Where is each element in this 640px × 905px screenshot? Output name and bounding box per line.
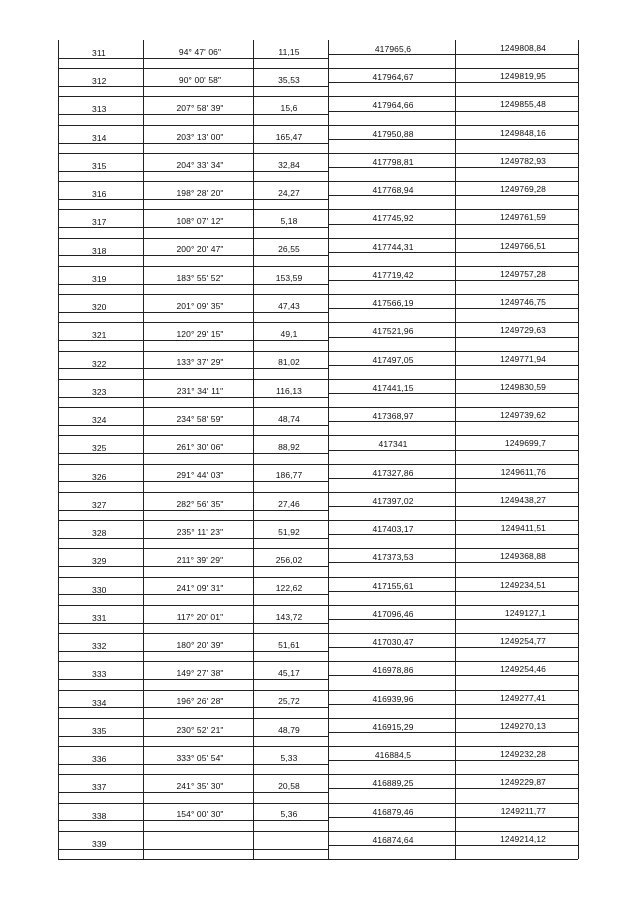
coordinate-x: 416889,25: [372, 778, 414, 788]
table-row-border: [58, 68, 578, 69]
direction-angle: 201° 09' 35": [176, 301, 224, 311]
table-row-border: [58, 803, 578, 804]
table-row-border: [328, 167, 578, 168]
segment-distance: 165,47: [275, 132, 303, 142]
table-row-border: [58, 690, 578, 691]
table-row-border: [58, 114, 328, 115]
table-row-border: [58, 633, 578, 634]
table-row-border: [58, 86, 328, 87]
direction-angle: 282° 56' 35": [176, 499, 224, 509]
point-number: 315: [92, 161, 107, 171]
segment-distance: 11,15: [278, 47, 300, 57]
coordinate-y: 1249254,77: [500, 636, 546, 646]
table-row-border: [328, 675, 578, 676]
direction-angle: 200° 20' 47": [176, 244, 224, 254]
point-number: 337: [92, 782, 107, 792]
segment-distance: 153,59: [275, 273, 303, 283]
direction-angle: 120° 29' 15": [176, 329, 224, 339]
table-row-border: [328, 534, 578, 535]
table-row-border: [58, 96, 578, 97]
segment-distance: 20,58: [278, 781, 300, 791]
table-row-border: [328, 647, 578, 648]
coordinate-x: 417768,94: [372, 185, 414, 195]
point-number: 338: [92, 811, 107, 821]
table-row-border: [58, 227, 328, 228]
coordinate-x: 416879,46: [372, 807, 414, 817]
direction-angle: 108° 07' 12": [176, 216, 224, 226]
coordinate-x: 417327,86: [372, 468, 414, 478]
table-row-border: [58, 322, 578, 323]
table-column-border: [578, 40, 579, 859]
direction-angle: 154° 00' 30": [176, 809, 224, 819]
point-number: 317: [92, 217, 107, 227]
table-row-border: [58, 171, 328, 172]
table-row-border: [58, 764, 328, 765]
coordinate-y: 1249211,77: [500, 806, 546, 816]
table-row-border: [58, 238, 578, 239]
table-row-border: [58, 651, 328, 652]
coordinate-x: 417441,15: [372, 383, 414, 393]
coordinate-y: 1249368,88: [500, 551, 546, 561]
point-number: 324: [92, 415, 107, 425]
table-row-border: [328, 82, 578, 83]
table-row-border: [328, 224, 578, 225]
table-row-border: [58, 266, 578, 267]
coordinate-y: 1249232,28: [500, 749, 546, 759]
segment-distance: 5,33: [280, 753, 298, 763]
table-row-border: [58, 774, 578, 775]
table-row-border: [328, 450, 578, 451]
point-number: 333: [92, 669, 107, 679]
direction-angle: 183° 55' 52": [176, 273, 224, 283]
point-number: 321: [92, 330, 107, 340]
direction-angle: 291° 44' 03": [176, 470, 224, 480]
coordinate-y: 1249739,62: [500, 410, 546, 420]
point-number: 335: [92, 726, 107, 736]
segment-distance: 51,61: [278, 640, 300, 650]
table-row-border: [328, 337, 578, 338]
table-row-border: [58, 143, 328, 144]
coordinate-y: 1249438,27: [500, 495, 546, 505]
table-row-border: [58, 351, 578, 352]
table-row-border: [58, 831, 578, 832]
direction-angle: 207° 58' 39": [176, 103, 224, 113]
table-row-border: [58, 425, 328, 426]
table-row-border: [58, 181, 578, 182]
coordinate-y: 1249766,51: [500, 241, 546, 251]
coordinate-x: 417745,92: [372, 213, 414, 223]
direction-angle: 133° 37' 29": [176, 357, 224, 367]
coordinate-y: 1249214,12: [500, 834, 546, 844]
point-number: 313: [92, 104, 107, 114]
coordinate-x: 417096,46: [372, 609, 414, 619]
segment-distance: 45,17: [278, 668, 300, 678]
table-row-border: [328, 111, 578, 112]
segment-distance: 256,02: [275, 555, 303, 565]
table-row-border: [58, 510, 328, 511]
segment-distance: 35,53: [278, 75, 300, 85]
direction-angle: 204° 33' 34": [176, 160, 224, 170]
table-row-border: [328, 280, 578, 281]
table-row-border: [58, 577, 578, 578]
table-row-border: [58, 58, 328, 59]
segment-distance: 81,02: [278, 357, 300, 367]
coordinate-y: 1249769,28: [500, 184, 546, 194]
table-row-border: [328, 704, 578, 705]
table-row-border: [58, 849, 328, 850]
table-row-border: [58, 718, 578, 719]
coordinate-y: 1249277,41: [500, 693, 546, 703]
coordinate-x: 417403,17: [372, 524, 414, 534]
table-row-border: [58, 605, 578, 606]
coordinate-x: 417341: [378, 439, 408, 449]
table-row-border: [58, 453, 328, 454]
coordinate-x: 417964,67: [372, 72, 414, 82]
table-row-border: [58, 746, 578, 747]
direction-angle: 231° 34' 11": [176, 386, 224, 396]
point-number: 327: [92, 500, 107, 510]
table-row-border: [58, 623, 328, 624]
segment-distance: 5,36: [280, 809, 298, 819]
coordinate-x: 417368,97: [372, 411, 414, 421]
coordinate-x: 417373,53: [372, 552, 414, 562]
direction-angle: 90° 00' 58": [178, 75, 222, 85]
coordinate-y: 1249729,63: [500, 325, 546, 335]
table-row-border: [58, 340, 328, 341]
coordinate-y: 1249699,7: [504, 438, 546, 448]
point-number: 326: [92, 472, 107, 482]
table-row-border: [58, 125, 578, 126]
direction-angle: 203° 13' 00": [176, 132, 224, 142]
table-row-border: [58, 379, 578, 380]
table-row-border: [328, 562, 578, 563]
table-row-border: [328, 619, 578, 620]
table-row-border: [58, 736, 328, 737]
coordinate-y: 1249848,16: [500, 128, 546, 138]
segment-distance: 51,92: [278, 527, 300, 537]
segment-distance: 15,6: [280, 103, 298, 113]
segment-distance: 25,72: [278, 696, 300, 706]
direction-angle: 196° 26' 28": [176, 696, 224, 706]
segment-distance: 116,13: [276, 386, 302, 396]
direction-angle: 241° 09' 31": [176, 583, 224, 593]
direction-angle: 149° 27' 38": [176, 668, 224, 678]
coordinate-y: 1249127,1: [504, 608, 546, 618]
coordinate-y: 1249855,48: [500, 99, 546, 109]
point-number: 339: [92, 839, 107, 849]
table-row-border: [58, 679, 328, 680]
coordinate-x: 416915,29: [372, 722, 414, 732]
segment-distance: 27,46: [278, 499, 300, 509]
segment-distance: 49,1: [280, 329, 298, 339]
coordinate-y: 1249782,93: [500, 156, 546, 166]
segment-distance: 88,92: [278, 442, 300, 452]
segment-distance: 32,84: [278, 160, 300, 170]
table-row-border: [328, 788, 578, 789]
segment-distance: 47,43: [278, 301, 300, 311]
table-row-border: [58, 294, 578, 295]
table-row-border: [58, 492, 578, 493]
table-row-border: [58, 209, 578, 210]
coordinate-x: 416939,96: [372, 694, 414, 704]
table-row-border: [58, 792, 328, 793]
segment-distance: 122,62: [275, 583, 303, 593]
direction-angle: 261° 30' 06": [176, 442, 224, 452]
table-row-border: [58, 284, 328, 285]
table-row-border: [328, 308, 578, 309]
table-row-border: [58, 566, 328, 567]
coordinate-x: 417964,66: [372, 100, 414, 110]
table-row-border: [58, 407, 578, 408]
coordinate-y: 1249757,28: [500, 269, 546, 279]
point-number: 322: [92, 359, 107, 369]
segment-distance: 186,77: [275, 470, 303, 480]
point-number: 314: [92, 133, 107, 143]
direction-angle: 180° 20' 39": [176, 640, 224, 650]
table-row-border: [328, 760, 578, 761]
coordinate-y: 1249270,13: [500, 721, 546, 731]
coordinate-y: 1249808,84: [500, 43, 546, 53]
coordinate-x: 417798,81: [372, 157, 414, 167]
segment-distance: 5,18: [280, 216, 298, 226]
coordinate-y: 1249830,59: [500, 382, 546, 392]
table-row-border: [58, 435, 578, 436]
table-row-border: [328, 421, 578, 422]
coordinate-x: 417744,31: [372, 242, 414, 252]
coordinate-x: 416884,5: [374, 750, 412, 760]
coordinate-y: 1249611,76: [500, 467, 546, 477]
table-row-border: [58, 397, 328, 398]
direction-angle: 234° 58' 59": [176, 414, 224, 424]
table-row-border: [328, 478, 578, 479]
coordinate-y: 1249819,95: [500, 71, 546, 81]
coordinate-y: 1249771,94: [500, 354, 546, 364]
coordinate-x: 417497,05: [372, 355, 414, 365]
coordinate-x: 417030,47: [372, 637, 414, 647]
table-row-border: [328, 732, 578, 733]
segment-distance: 24,27: [278, 188, 300, 198]
table-row-border: [328, 365, 578, 366]
point-number: 330: [92, 585, 107, 595]
direction-angle: 230° 52' 21": [176, 725, 224, 735]
coordinate-x: 417521,96: [372, 326, 414, 336]
segment-distance: 48,79: [278, 725, 300, 735]
table-row-border: [58, 153, 578, 154]
table-row-border: [58, 312, 328, 313]
point-number: 325: [92, 443, 107, 453]
coordinate-y: 1249411,51: [500, 523, 546, 533]
table-row-border: [328, 195, 578, 196]
direction-angle: 117° 20' 01": [176, 612, 224, 622]
coordinate-x: 417719,42: [372, 270, 414, 280]
direction-angle: 94° 47' 06": [178, 47, 222, 57]
table-row-border: [58, 548, 578, 549]
coordinate-y: 1249746,75: [500, 297, 546, 307]
table-row-border: [58, 859, 578, 860]
table-row-border: [58, 538, 328, 539]
coordinate-x: 417950,88: [372, 129, 414, 139]
point-number: 319: [92, 274, 107, 284]
point-number: 336: [92, 754, 107, 764]
table-row-border: [58, 464, 578, 465]
point-number: 320: [92, 302, 107, 312]
segment-distance: 26,55: [278, 244, 300, 254]
coordinate-x: 417566,19: [372, 298, 414, 308]
direction-angle: 333° 05' 54": [176, 753, 224, 763]
table-row-border: [58, 199, 328, 200]
point-number: 323: [92, 387, 107, 397]
table-row-border: [328, 506, 578, 507]
table-row-border: [328, 139, 578, 140]
point-number: 328: [92, 528, 107, 538]
direction-angle: 198° 28' 20": [176, 188, 224, 198]
coordinate-y: 1249761,59: [500, 212, 546, 222]
point-number: 332: [92, 641, 107, 651]
coordinate-x: 417397,02: [372, 496, 414, 506]
point-number: 318: [92, 246, 107, 256]
point-number: 334: [92, 698, 107, 708]
table-row-border: [58, 520, 578, 521]
coordinate-x: 417155,61: [372, 581, 414, 591]
table-row-border: [328, 54, 578, 55]
table-row-border: [328, 817, 578, 818]
coordinate-x: 417965,6: [374, 44, 412, 54]
direction-angle: 211° 39' 29": [176, 555, 224, 565]
segment-distance: 143,72: [275, 612, 303, 622]
coordinate-y: 1249229,87: [500, 777, 546, 787]
direction-angle: 241° 35' 30": [176, 781, 224, 791]
coordinate-x: 416874,64: [372, 835, 414, 845]
point-number: 312: [92, 76, 107, 86]
point-number: 331: [92, 613, 107, 623]
segment-distance: 48,74: [278, 414, 300, 424]
point-number: 316: [92, 189, 107, 199]
table-row-border: [58, 661, 578, 662]
coordinate-y: 1249254,46: [500, 664, 546, 674]
table-row-border: [328, 845, 578, 846]
direction-angle: 235° 11' 23": [176, 527, 224, 537]
table-row-border: [328, 591, 578, 592]
coordinate-y: 1249234,51: [500, 580, 546, 590]
coordinate-x: 416978,86: [372, 665, 414, 675]
table-row-border: [328, 252, 578, 253]
point-number: 311: [92, 48, 106, 58]
point-number: 329: [92, 556, 107, 566]
table-row-border: [328, 393, 578, 394]
